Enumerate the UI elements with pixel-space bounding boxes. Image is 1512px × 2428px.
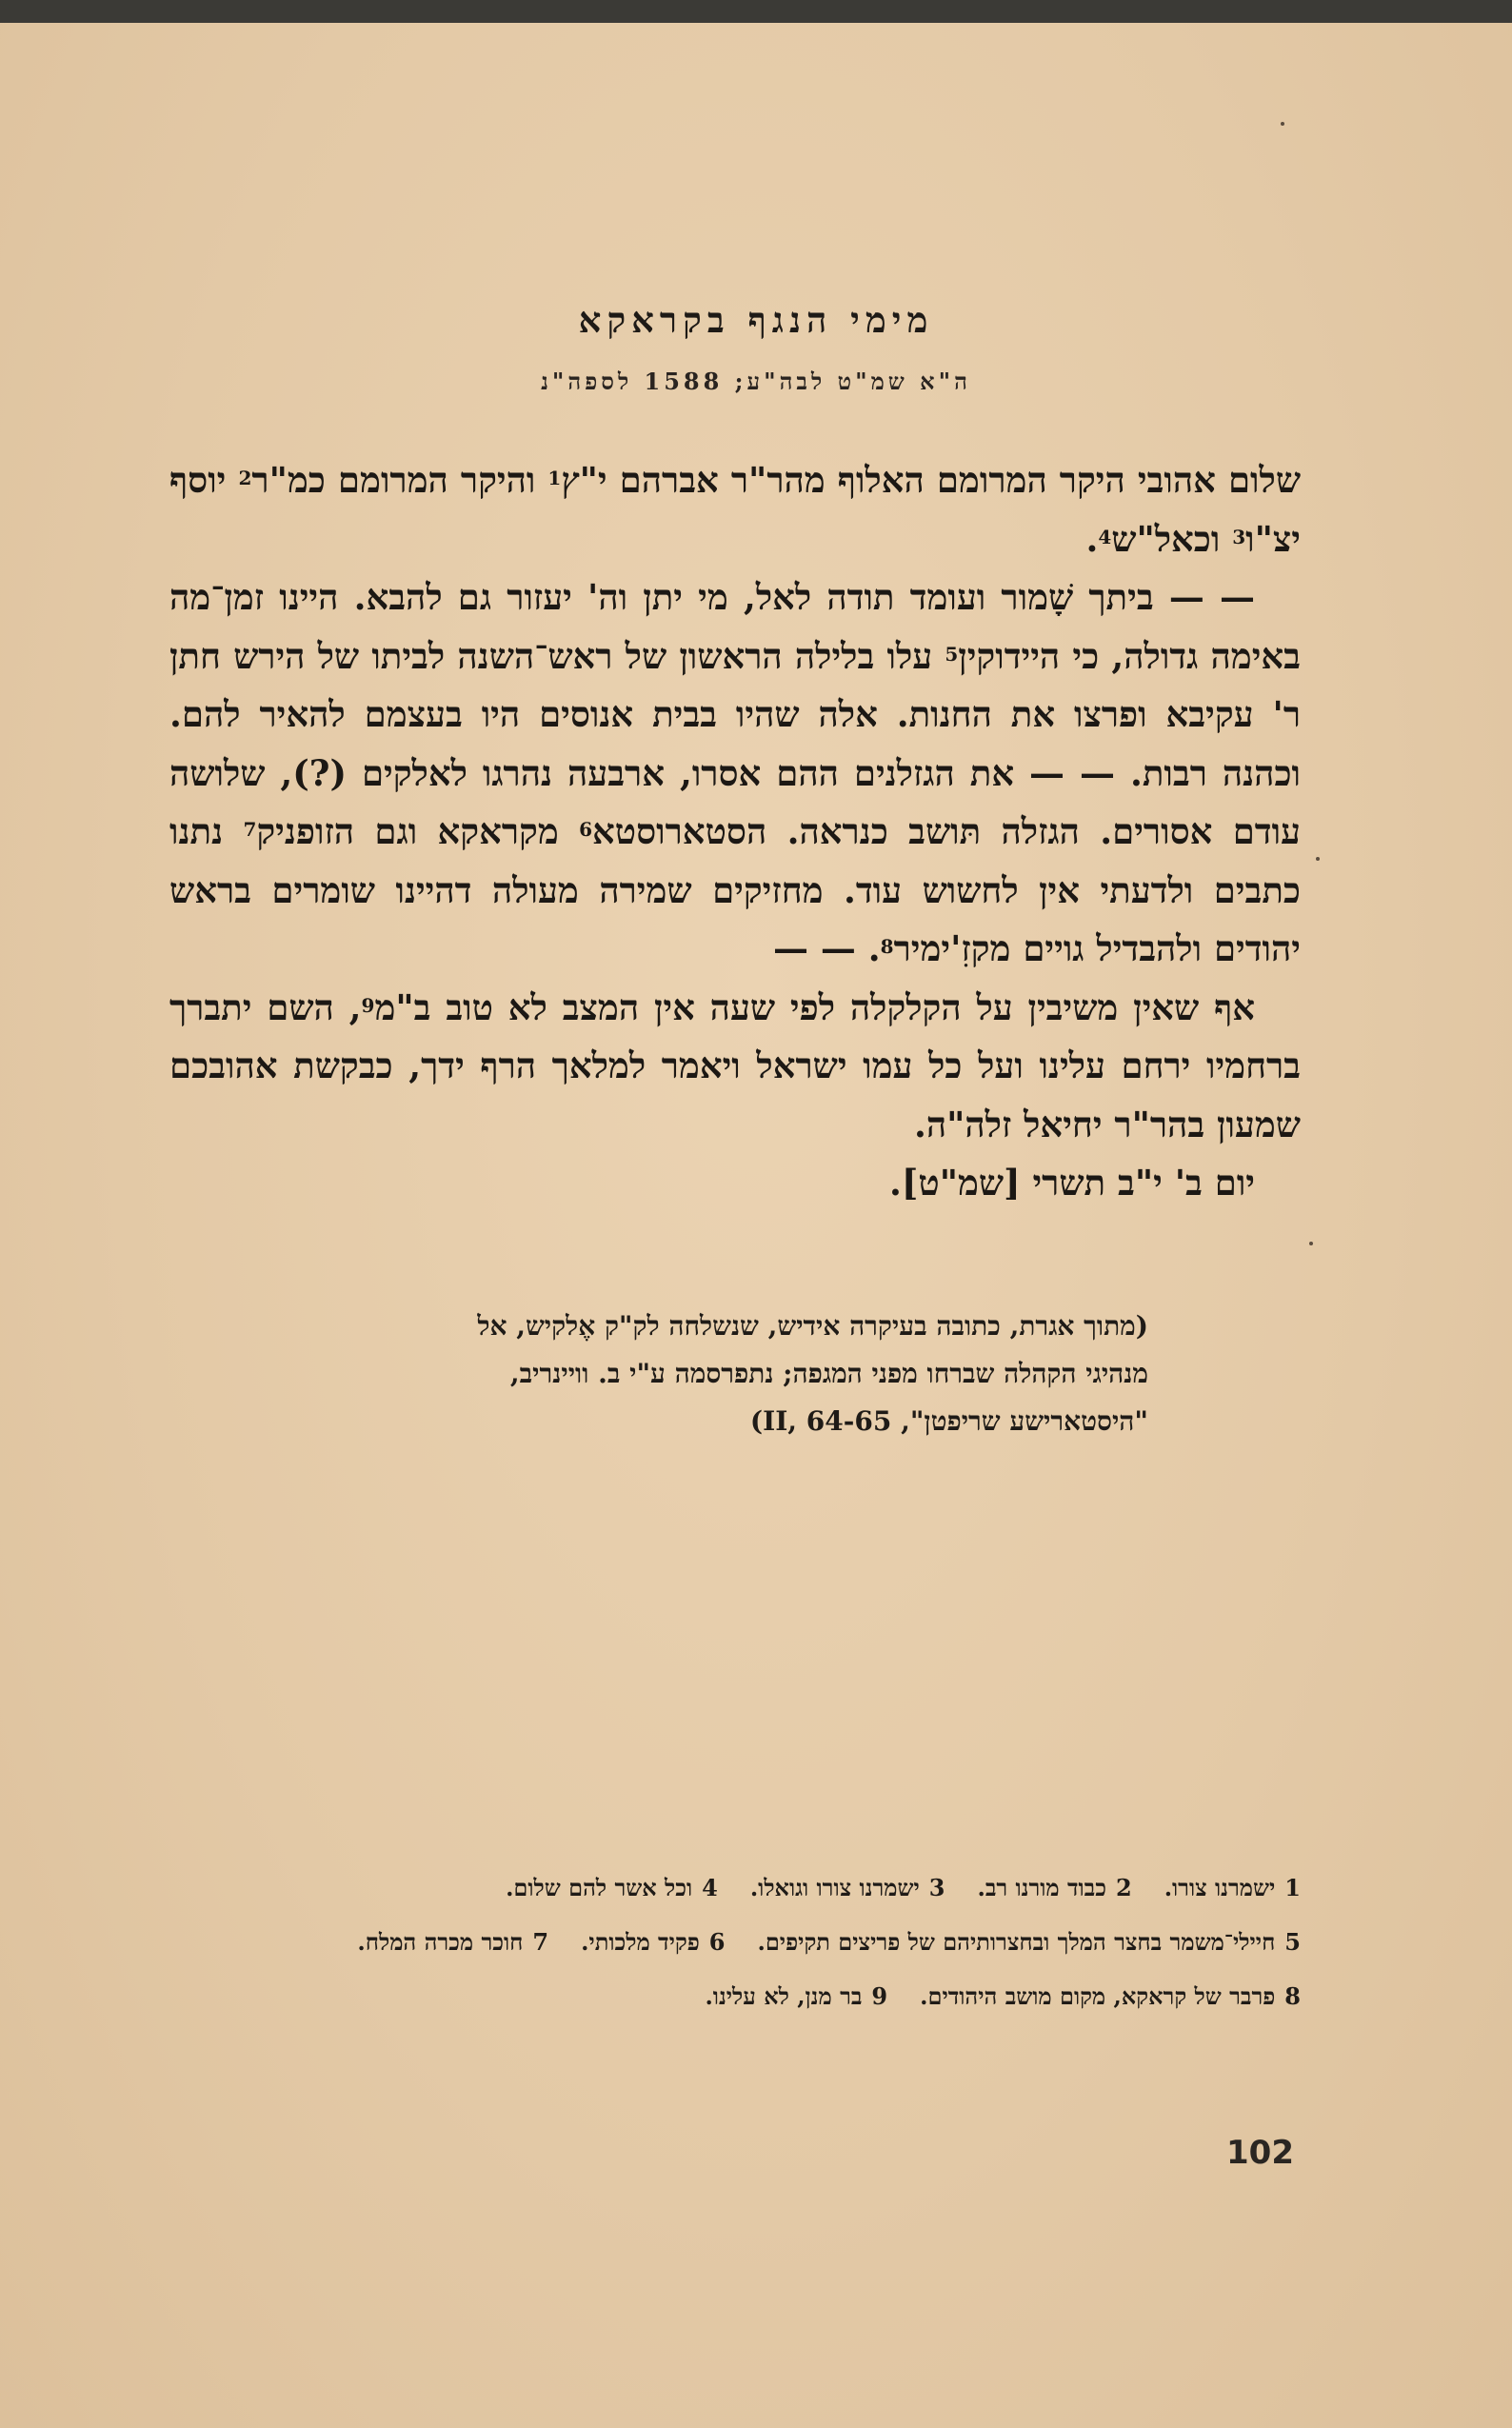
text-run: מקראקא וגם הזופניק — [256, 810, 580, 852]
paper-speck — [1309, 1242, 1313, 1245]
footnote-marker[interactable]: 2 — [238, 467, 252, 489]
footnotes — [169, 1861, 1301, 2023]
footnote-marker[interactable]: 1 — [547, 467, 562, 489]
footnote-number: 8 — [1284, 1982, 1301, 2010]
footnote-marker[interactable]: 5 — [945, 642, 959, 666]
text-run: — — ביתך שָׁמור ועומד תודה לאל, מי יתן וה' יעזור גם להבא. היינו זמן־מה באימה גדולה, כי היידוקין — [169, 576, 1301, 677]
footnote-marker[interactable]: 7 — [243, 818, 257, 841]
text-run: נתנו כתבים ולדעתי אין לחשוש עוד. מחזיקים שמירה מעולה דהיינו שומרים בראש יהודים ולהבדיל גויים מקזִ'ימיר — [169, 810, 1301, 969]
footnote-number: 9 — [871, 1982, 888, 2010]
letter-body — [169, 451, 1301, 1213]
source-note: (מתוך אגרת, כתובה בעיקרה אידיש, שנשלחה לק"ק אֶלקיש, אל מנהיגי הקהלה שברחו מפני המגפה; נתפרסמה ע"י ב. וויינריב, "היסטארישע שריפטן", II, 64-65) — [477, 1310, 1148, 1437]
text-run: . — — — [772, 927, 881, 969]
text-run: . — [1085, 517, 1099, 560]
footnote-number: 6 — [708, 1928, 726, 1956]
footnote-text: כבוד מורנו רב. — [977, 1874, 1106, 1901]
footnote-number: 1 — [1284, 1874, 1301, 1901]
letter-paragraph-closing — [169, 979, 1301, 1155]
letter-paragraph-greeting — [169, 451, 1301, 568]
footnote-item — [506, 1861, 718, 1915]
footnote-item — [920, 1969, 1301, 2023]
book-page — [0, 23, 1512, 2428]
footnote-text: חיילי־משמר בחצר המלך ובחצרותיהם של פריצים תקיפים. — [757, 1928, 1276, 1956]
footnote-number: 3 — [928, 1874, 945, 1901]
footnote-item — [977, 1861, 1131, 1915]
text-run: שלום אהובי היקר המרומם האלוף מהר"ר אברהם י"ץ — [561, 459, 1302, 501]
footnote-text: פקיד מלכותי. — [581, 1928, 700, 1956]
footnote-item — [705, 1969, 887, 2023]
footnote-marker[interactable]: 8 — [880, 935, 894, 958]
footnote-number: 7 — [532, 1928, 549, 1956]
footnote-text: חוכר מכרה המלח. — [357, 1928, 524, 1956]
footnote-text: בר מנן, לא עלינו. — [705, 1982, 863, 2010]
footnote-number: 5 — [1284, 1928, 1301, 1956]
text-run: והיקר המרומם כמ"ר — [251, 459, 548, 501]
chapter-date: ה"א שמ"ט לבה"ע; 1588 לספה"נ — [541, 368, 971, 395]
letter-signature: יום ב' י"ב תשרי [שמ"ט]. — [888, 1162, 1255, 1204]
footnote-item — [581, 1915, 725, 1969]
text-run: וכאל"ש — [1111, 517, 1233, 560]
text-run: עלו בלילה הראשון של ראש־השנה לביתו של הירש חתן ר' עקיבא ופרצו את החנות. אלה שהיו בבית אנוסים היו בעצמם להאיר להם. וכהנה רבות. — — את הגזלנים ההם אסרו, ארבעה נהרגו לאלקים (?), שלושה עודם אסורים. הגזלה תּושב כנראה. הסטארוסטא — [169, 634, 1301, 852]
footnote-marker[interactable]: 9 — [361, 993, 375, 1017]
footnote-number: 2 — [1115, 1874, 1132, 1901]
paper-speck — [1316, 857, 1320, 861]
footnote-marker[interactable]: 4 — [1098, 525, 1112, 548]
footnote-item — [1164, 1861, 1301, 1915]
footnote-text: ישמרנו צורו וגואלו. — [749, 1874, 920, 1901]
footnote-item — [750, 1861, 945, 1915]
footnote-item — [757, 1915, 1301, 1969]
text-run: , השם יתברך ברחמיו ירחם עלינו ועל כל עמו ישראל ויאמר למלאך הרף ידך, כבקשת אהובכם שמעון בהר"ר יחיאל זלה"ה. — [169, 985, 1301, 1145]
text-run: יוסף יצ"ו — [169, 459, 1301, 560]
chapter-title: מימי הנגף בקראקא — [578, 299, 934, 341]
text-run: אף שאין משיבין על הקלקלה לפי שעה אין המצב לא טוב ב"מ — [374, 985, 1255, 1028]
footnote-text: ישמרנו צורו. — [1164, 1874, 1276, 1901]
footnote-item — [357, 1915, 548, 1969]
page-number: 102 — [1226, 2134, 1294, 2172]
footnote-text: וכל אשר להם שלום. — [506, 1874, 693, 1901]
paper-speck — [1281, 122, 1284, 126]
footnote-text: פרבר של קראקא, מקום מושב היהודים. — [920, 1982, 1276, 2010]
footnote-list — [169, 1861, 1301, 2023]
footnote-number: 4 — [702, 1874, 718, 1901]
footnote-marker[interactable]: 6 — [579, 818, 593, 841]
letter-paragraph-main — [169, 568, 1301, 979]
footnote-marker[interactable]: 3 — [1232, 525, 1246, 548]
